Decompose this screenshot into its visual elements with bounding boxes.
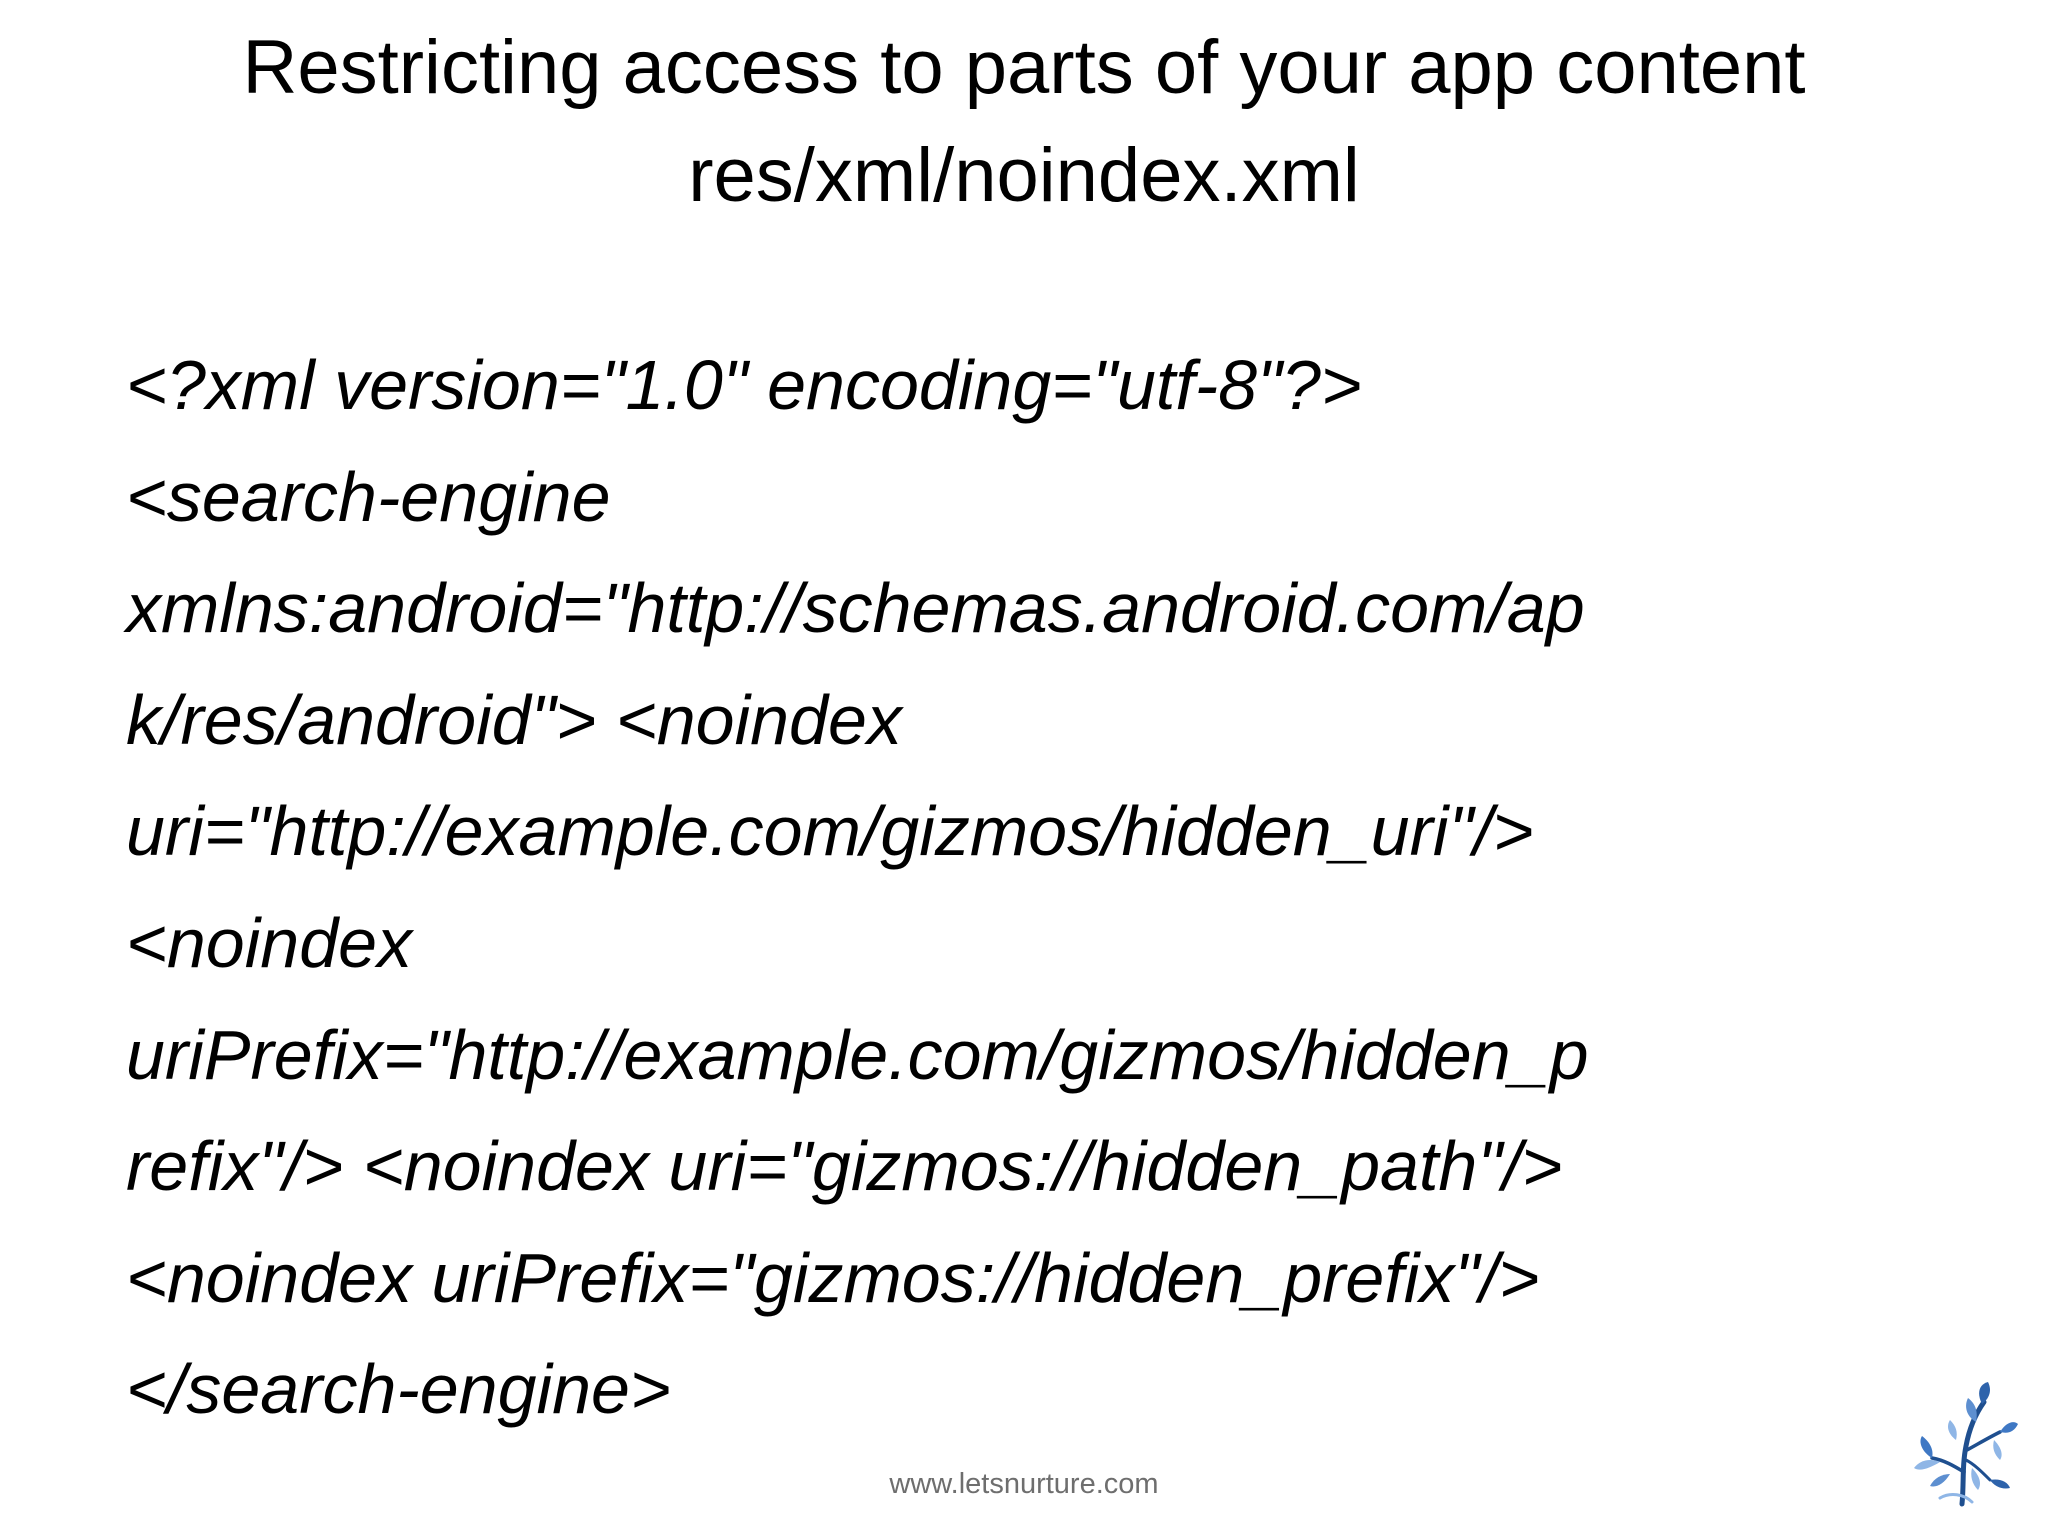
code-line: <noindex uriPrefix="gizmos://hidden_prefix"/> <box>126 1238 1540 1317</box>
code-line: uriPrefix="http://example.com/gizmos/hidden_p <box>126 1015 1589 1094</box>
code-line: uri="http://example.com/gizmos/hidden_uri"/> <box>126 792 1534 871</box>
code-block <box>126 330 1986 1446</box>
code-line: </search-engine> <box>126 1350 671 1429</box>
code-line: <search-engine <box>126 457 611 536</box>
code-line: k/res/android"> <noindex <box>126 680 902 759</box>
code-line: <noindex <box>126 903 413 982</box>
code-line: xmlns:android="http://schemas.android.com/ap <box>126 569 1585 648</box>
code-line: refix"/> <noindex uri="gizmos://hidden_path"/> <box>126 1127 1563 1206</box>
footer-url: www.letsnurture.com <box>889 1468 1159 1500</box>
title-line-1: Restricting access to parts of your app content <box>242 25 1806 110</box>
leaf-branch-logo-icon <box>1910 1380 2020 1510</box>
code-line: <?xml version="1.0" encoding="utf-8"?> <box>126 346 1362 424</box>
title-line-2: res/xml/noindex.xml <box>688 133 1360 218</box>
slide-title <box>100 14 1948 230</box>
